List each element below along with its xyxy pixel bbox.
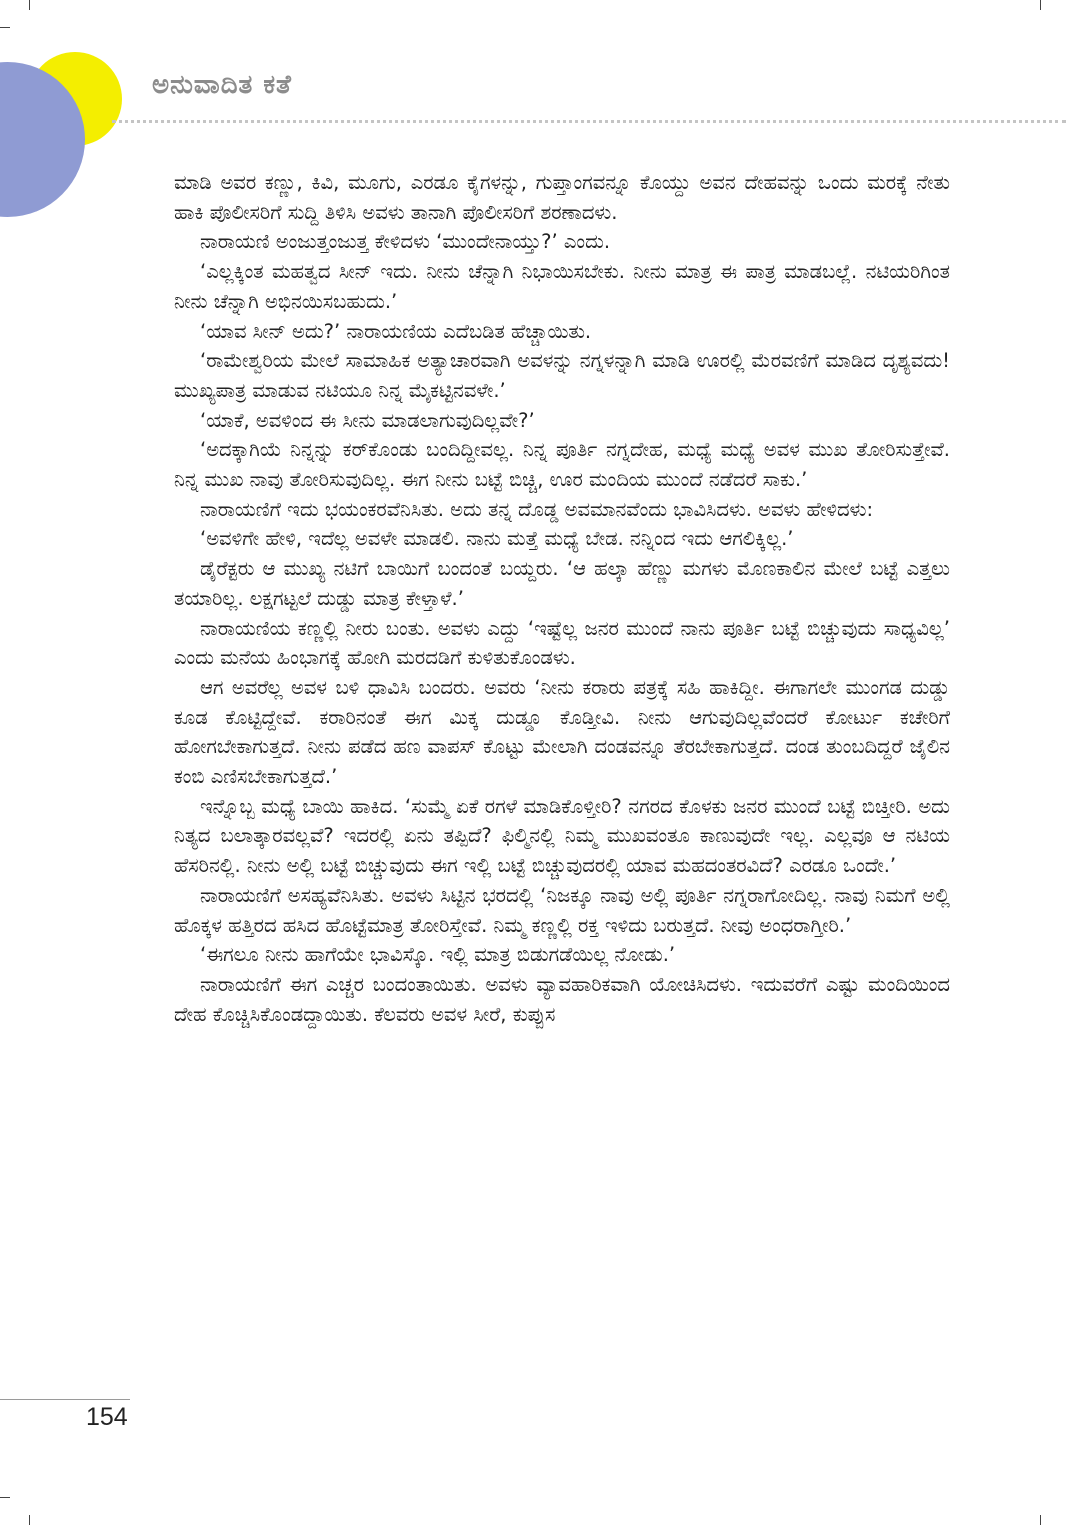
paragraph: ‘ಎಲ್ಲಕ್ಕಿಂತ ಮಹತ್ವದ ಸೀನ್ ಇದು. ನೀನು ಚೆನ್ನಾಗಿ ನಿಭಾಯಿಸಬೇಕು. ನೀನು ಮಾತ್ರ ಈ ಪಾತ್ರ ಮಾಡಬಲ್ಲೆ. ನಟಿಯರಿಗಿಂತ ನೀನು ಚೆನ್ನಾಗಿ ಅಭಿನಯಿಸಬಹುದು.’ (174, 260, 950, 313)
paragraph: ಇನ್ನೊಬ್ಬ ಮಧ್ಯೆ ಬಾಯಿ ಹಾಕಿದ. ‘ಸುಮ್ಮೆ ಏಕೆ ರಗಳೆ ಮಾಡಿಕೊಳ್ತೀರಿ? ನಗರದ ಕೊಳಕು ಜನರ ಮುಂದೆ ಬಟ್ಟೆ ಬಿಚ್ತೀರಿ. ಅದು ನಿತ್ಯದ ಬಲಾತ್ಕಾರವಲ್ಲವೆ? ಇದರಲ್ಲಿ ಏನು ತಪ್ಪಿದೆ? ಫಿಲ್ಮಿನಲ್ಲಿ ನಿಮ್ಮ ಮುಖವಂತೂ ಕಾಣುವುದೇ ಇಲ್ಲ. ಎಲ್ಲವೂ ಆ ನಟಿಯ ಹೆಸರಿನಲ್ಲಿ. ನೀನು ಅಲ್ಲಿ ಬಟ್ಟೆ ಬಿಚ್ಚುವುದು ಈಗ ಇಲ್ಲಿ ಬಟ್ಟೆ ಬಿಚ್ಚುವುದರಲ್ಲಿ ಯಾವ ಮಹದಂತರವಿದೆ? ಎರಡೂ ಒಂದೇ.’ (174, 794, 950, 878)
paragraph: ‘ಯಾವ ಸೀನ್ ಅದು?’ ನಾರಾಯಣಿಯ ಎದೆಬಡಿತ ಹೆಚ್ಚಾಯಿತು. (200, 319, 592, 343)
paragraph: ‘ಈಗಲೂ ನೀನು ಹಾಗೆಯೇ ಭಾವಿಸ್ಕೊ. ಇಲ್ಲಿ ಮಾತ್ರ ಬಿಡುಗಡೆಯಿಲ್ಲ ನೋಡು.’ (200, 943, 676, 967)
header-dotted-rule (112, 120, 1066, 123)
paragraph: ‘ರಾಮೇಶ್ವರಿಯ ಮೇಲೆ ಸಾಮಾಹಿಕ ಅತ್ಯಾಚಾರವಾಗಿ ಅವಳನ್ನು ನಗ್ನಳನ್ನಾಗಿ ಮಾಡಿ ಊರಲ್ಲಿ ಮೆರವಣಿಗೆ ಮಾಡಿದ ದೃಶ್ಯವದು! ಮುಖ್ಯಪಾತ್ರ ಮಾಡುವ ನಟಿಯೂ ನಿನ್ನ ಮೈಕಟ್ಟಿನವಳೇ.’ (174, 349, 950, 402)
paragraph: ನಾರಾಯಣಿಗೆ ಈಗ ಎಚ್ಚರ ಬಂದಂತಾಯಿತು. ಅವಳು ವ್ಯಾವಹಾರಿಕವಾಗಿ ಯೋಚಿಸಿದಳು. ಇದುವರೆಗೆ ಎಷ್ಟು ಮಂದಿಯಿಂದ ದೇಹ ಕೊಚ್ಚಿಸಿಕೊಂಡದ್ದಾಯಿತು. ಕೆಲವರು ಅವಳ ಸೀರೆ, ಕುಪ್ಪುಸ (174, 972, 950, 1026)
crop-mark-left-upper (0, 27, 10, 28)
paragraph: ನಾರಾಯಣಿಗೆ ಇದು ಭಯಂಕರವೆನಿಸಿತು. ಅದು ತನ್ನ ದೊಡ್ಡ ಅವಮಾನವೆಂದು ಭಾವಿಸಿದಳು. ಅವಳು ಹೇಳಿದಳು: (200, 497, 874, 521)
crop-mark-left-lower (0, 1497, 10, 1498)
page-number: 154 (86, 1403, 128, 1431)
crop-mark-top-left (29, 0, 30, 10)
paragraph: ನಾರಾಯಣಿಯ ಕಣ್ಣಲ್ಲಿ ನೀರು ಬಂತು. ಅವಳು ಎದ್ದು ‘ಇಷ್ಟೆಲ್ಲ ಜನರ ಮುಂದೆ ನಾನು ಪೂರ್ತಿ ಬಟ್ಟೆ ಬಿಚ್ಚುವುದು ಸಾಧ್ಯವಿಲ್ಲ’ ಎಂದು ಮನೆಯ ಹಿಂಭಾಗಕ್ಕೆ ಹೋಗಿ ಮರದಡಿಗೆ ಕುಳಿತುಕೊಂಡಳು. (174, 616, 950, 670)
paragraph: ‘ಅವಳಿಗೇ ಹೇಳಿ, ಇದೆಲ್ಲ ಅವಳೇ ಮಾಡಲಿ. ನಾನು ಮತ್ತೆ ಮಧ್ಯೆ ಬೇಡ. ನನ್ನಿಂದ ಇದು ಆಗಲಿಕ್ಕಿಲ್ಲ.’ (200, 527, 794, 551)
crop-mark-top-right (1040, 0, 1041, 10)
running-head: ಅನುವಾದಿತ ಕತೆ (152, 70, 292, 100)
paragraph: ಆಗ ಅವರೆಲ್ಲ ಅವಳ ಬಳಿ ಧಾವಿಸಿ ಬಂದರು. ಅವರು ‘ನೀನು ಕರಾರು ಪತ್ರಕ್ಕೆ ಸಹಿ ಹಾಕಿದ್ದೀ. ಈಗಾಗಲೇ ಮುಂಗಡ ದುಡ್ಡು ಕೂಡ ಕೊಟ್ಟಿದ್ದೇವೆ. ಕರಾರಿನಂತೆ ಈಗ ಮಿಕ್ಕ ದುಡ್ಡೂ ಕೊಡ್ತೀವಿ. ನೀನು ಆಗುವುದಿಲ್ಲವೆಂದರೆ ಕೋರ್ಟು ಕಚೇರಿಗೆ ಹೋಗಬೇಕಾಗುತ್ತದೆ. ನೀನು ಪಡೆದ ಹಣ ವಾಪಸ್ ಕೊಟ್ಟು ಮೇಲಾಗಿ ದಂಡವನ್ನೂ ತೆರಬೇಕಾಗುತ್ತದೆ. ದಂಡ ತುಂಬದಿದ್ದರೆ ಜೈಲಿನ ಕಂಬಿ ಎಣಿಸಬೇಕಾಗುತ್ತದೆ.’ (174, 675, 950, 789)
paragraph: ನಾರಾಯಣಿ ಅಂಜುತ್ತಂಜುತ್ತ ಕೇಳಿದಳು ‘ಮುಂದೇನಾಯ್ತು?’ ಎಂದು. (200, 230, 611, 254)
body-text (174, 168, 950, 1029)
footer-rule (0, 1399, 130, 1400)
paragraph: ನಾರಾಯಣಿಗೆ ಅಸಹ್ಯವೆನಿಸಿತು. ಅವಳು ಸಿಟ್ಟಿನ ಭರದಲ್ಲಿ ‘ನಿಜಕ್ಕೂ ನಾವು ಅಲ್ಲಿ ಪೂರ್ತಿ ನಗ್ನರಾಗೋದಿಲ್ಲ. ನಾವು ನಿಮಗೆ ಅಲ್ಲಿ ಹೊಕ್ಕಳ ಹತ್ತಿರದ ಹಸಿದ ಹೊಟ್ಟೆಮಾತ್ರ ತೋರಿಸ್ತೇವೆ. ನಿಮ್ಮ ಕಣ್ಣಲ್ಲಿ ರಕ್ತ ಇಳಿದು ಬರುತ್ತದೆ. ನೀವು ಅಂಧರಾಗ್ತೀರಿ.’ (174, 883, 950, 937)
crop-mark-bottom-right (1040, 1515, 1041, 1525)
paragraph: ಮಾಡಿ ಅವರ ಕಣ್ಣು, ಕಿವಿ, ಮೂಗು, ಎರಡೂ ಕೈಗಳನ್ನು, ಗುಪ್ತಾಂಗವನ್ನೂ ಕೊಯ್ದು ಅವನ ದೇಹವನ್ನು ಒಂದು ಮರಕ್ಕೆ ನೇತು ಹಾಕಿ ಪೊಲೀಸರಿಗೆ ಸುದ್ದಿ ತಿಳಿಸಿ ಅವಳು ತಾನಾಗಿ ಪೊಲೀಸರಿಗೆ ಶರಣಾದಳು. (174, 171, 950, 224)
paragraph: ಡೈರೆಕ್ಟರು ಆ ಮುಖ್ಯ ನಟಿಗೆ ಬಾಯಿಗೆ ಬಂದಂತೆ ಬಯ್ದರು. ‘ಆ ಹಲ್ಕಾ ಹೆಣ್ಣು ಮಗಳು ಮೊಣಕಾಲಿನ ಮೇಲೆ ಬಟ್ಟೆ ಎತ್ತಲು ತಯಾರಿಲ್ಲ. ಲಕ್ಷಗಟ್ಟಲೆ ದುಡ್ಡು ಮಾತ್ರ ಕೇಳ್ತಾಳೆ.’ (174, 557, 950, 610)
paragraph: ‘ಯಾಕೆ, ಅವಳಿಂದ ಈ ಸೀನು ಮಾಡಲಾಗುವುದಿಲ್ಲವೇ?’ (200, 408, 535, 432)
crop-mark-bottom-left (29, 1515, 30, 1525)
paragraph: ‘ಅದಕ್ಕಾಗಿಯೆ ನಿನ್ನನ್ನು ಕರ್‌ಕೊಂಡು ಬಂದಿದ್ದೀವಲ್ಲ. ನಿನ್ನ ಪೂರ್ತಿ ನಗ್ನದೇಹ, ಮಧ್ಯೆ ಮಧ್ಯೆ ಅವಳ ಮುಖ ತೋರಿಸುತ್ತೇವೆ. ನಿನ್ನ ಮುಖ ನಾವು ತೋರಿಸುವುದಿಲ್ಲ. ಈಗ ನೀನು ಬಟ್ಟೆ ಬಿಚ್ಚಿ, ಊರ ಮಂದಿಯ ಮುಂದೆ ನಡೆದರೆ ಸಾಕು.’ (174, 438, 950, 492)
